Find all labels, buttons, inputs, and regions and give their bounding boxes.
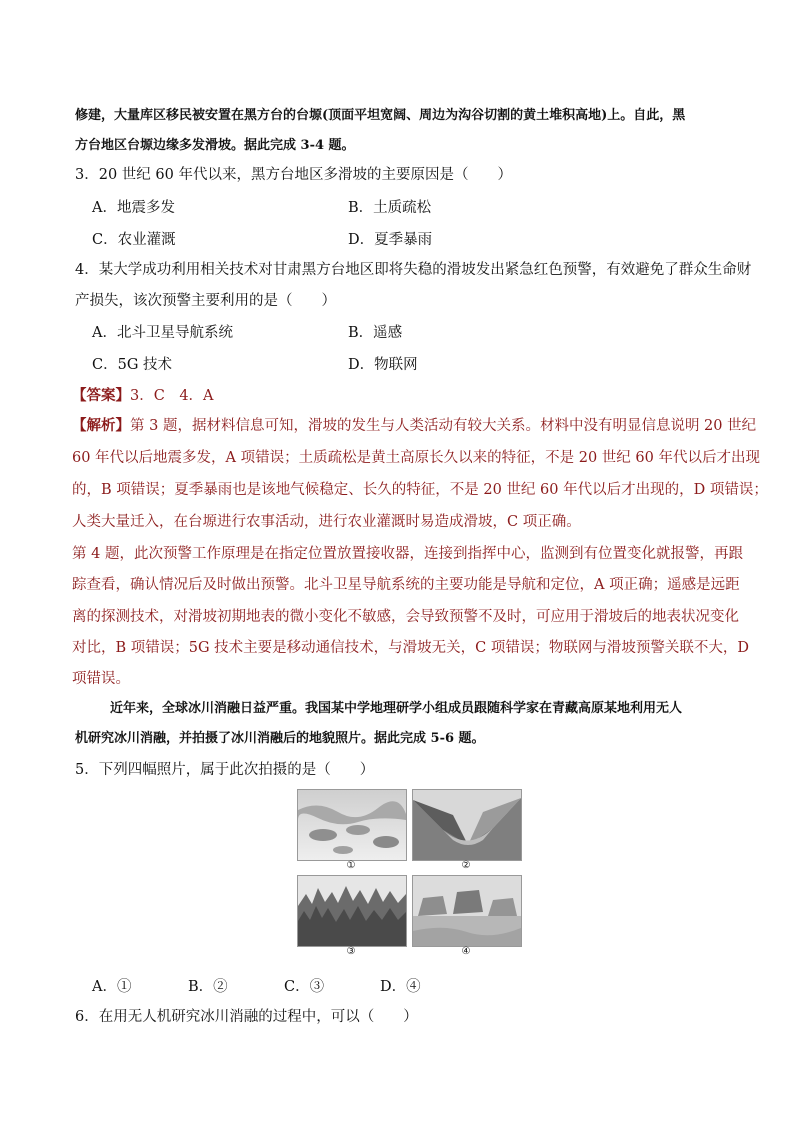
analysis-text: 第 3 题，据材料信息可知，滑坡的发生与人类活动有较大关系。材料中没有明显信息说明 20 世纪: [130, 418, 757, 434]
analysis-line: 踪查看，确认情况后及时做出预警。北斗卫星导航系统的主要功能是导航和定位，A 项正确；遥感是远距: [72, 577, 740, 593]
q5-option-a: A．①: [92, 979, 132, 995]
q3-option-b: B．土质疏松: [348, 200, 432, 216]
q4-option-b: B．遥感: [348, 325, 403, 341]
analysis-line: 的，B 项错误；夏季暴雨也是该地气候稳定、长久的特征，不是 20 世纪 60 年代以后才出现的，D 项错误；: [72, 482, 768, 498]
question-4-stem: 4．某大学成功利用相关技术对甘肃黑方台地区即将失稳的滑坡发出紧急红色预警，有效避免了群众生命财: [75, 262, 752, 278]
material-line: 修建，大量库区移民被安置在黑方台的台塬(顶面平坦宽阔、周边为沟谷切割的黄土堆积高地)上。自此，黑: [75, 108, 686, 123]
photo-caption: ②: [461, 860, 471, 871]
photo-caption: ④: [461, 946, 471, 957]
analysis-line: 人类大量迁入，在台塬进行农事活动，进行农业灌溉时易造成滑坡，C 项正确。: [72, 514, 581, 530]
photo-caption: ①: [346, 860, 356, 871]
q3-option-c: C．农业灌溉: [92, 232, 176, 248]
analysis-line: 项错误。: [72, 671, 130, 687]
photo-sand-dunes: [297, 789, 407, 861]
analysis-line: 离的探测技术，对滑坡初期地表的微小变化不敏感，会导致预警不及时，可应用于滑坡后的地表状况变化: [72, 609, 739, 625]
q5-option-d: D．④: [380, 979, 421, 995]
photo-caption: ③: [346, 946, 356, 957]
material-line: 方台地区台塬边缘多发滑坡。据此完成 3-4 题。: [75, 138, 355, 153]
q4-option-d: D．物联网: [348, 357, 418, 373]
answer-line: [72, 384, 214, 405]
question-6-stem: 6．在用无人机研究冰川消融的过程中，可以（ ）: [75, 1009, 418, 1025]
analysis-tag: 【解析】: [72, 417, 130, 434]
q3-option-a: A．地震多发: [92, 200, 175, 216]
analysis-line: 对比，B 项错误；5G 技术主要是移动通信技术，与滑坡无关，C 项错误；物联网与滑坡预警关联不大，D: [72, 640, 750, 656]
material-line: 机研究冰川消融，并拍摄了冰川消融后的地貌照片。据此完成 5-6 题。: [75, 731, 485, 746]
q5-option-c: C．③: [284, 979, 325, 995]
photo-glacial-valley: [412, 789, 522, 861]
photo-eroded-landform: [412, 875, 522, 947]
answer-text: 3．C 4．A: [130, 388, 214, 404]
material-line: 近年来，全球冰川消融日益严重。我国某中学地理研学小组成员跟随科学家在青藏高原某地利用无人: [110, 701, 683, 716]
photo-stone-forest: [297, 875, 407, 947]
q4-option-a: A．北斗卫星导航系统: [92, 325, 233, 341]
q4-option-c: C．5G 技术: [92, 357, 173, 373]
analysis-line: [72, 414, 756, 435]
analysis-line: 60 年代以后地震多发，A 项错误；土质疏松是黄土高原长久以来的特征，不是 20 世纪 60 年代以后才出现: [72, 450, 760, 466]
answer-tag: 【答案】: [72, 387, 130, 404]
q3-option-d: D．夏季暴雨: [348, 232, 433, 248]
question-5-stem: 5．下列四幅照片，属于此次拍摄的是（ ）: [75, 762, 375, 778]
analysis-line: 第 4 题，此次预警工作原理是在指定位置放置接收器，连接到指挥中心，监测到有位置变化就报警，再跟: [72, 546, 743, 562]
question-3-stem: 3．20 世纪 60 年代以来，黑方台地区多滑坡的主要原因是（ ）: [75, 167, 512, 183]
question-4-stem: 产损失，该次预警主要利用的是（ ）: [75, 293, 336, 309]
q5-option-b: B．②: [188, 979, 228, 995]
